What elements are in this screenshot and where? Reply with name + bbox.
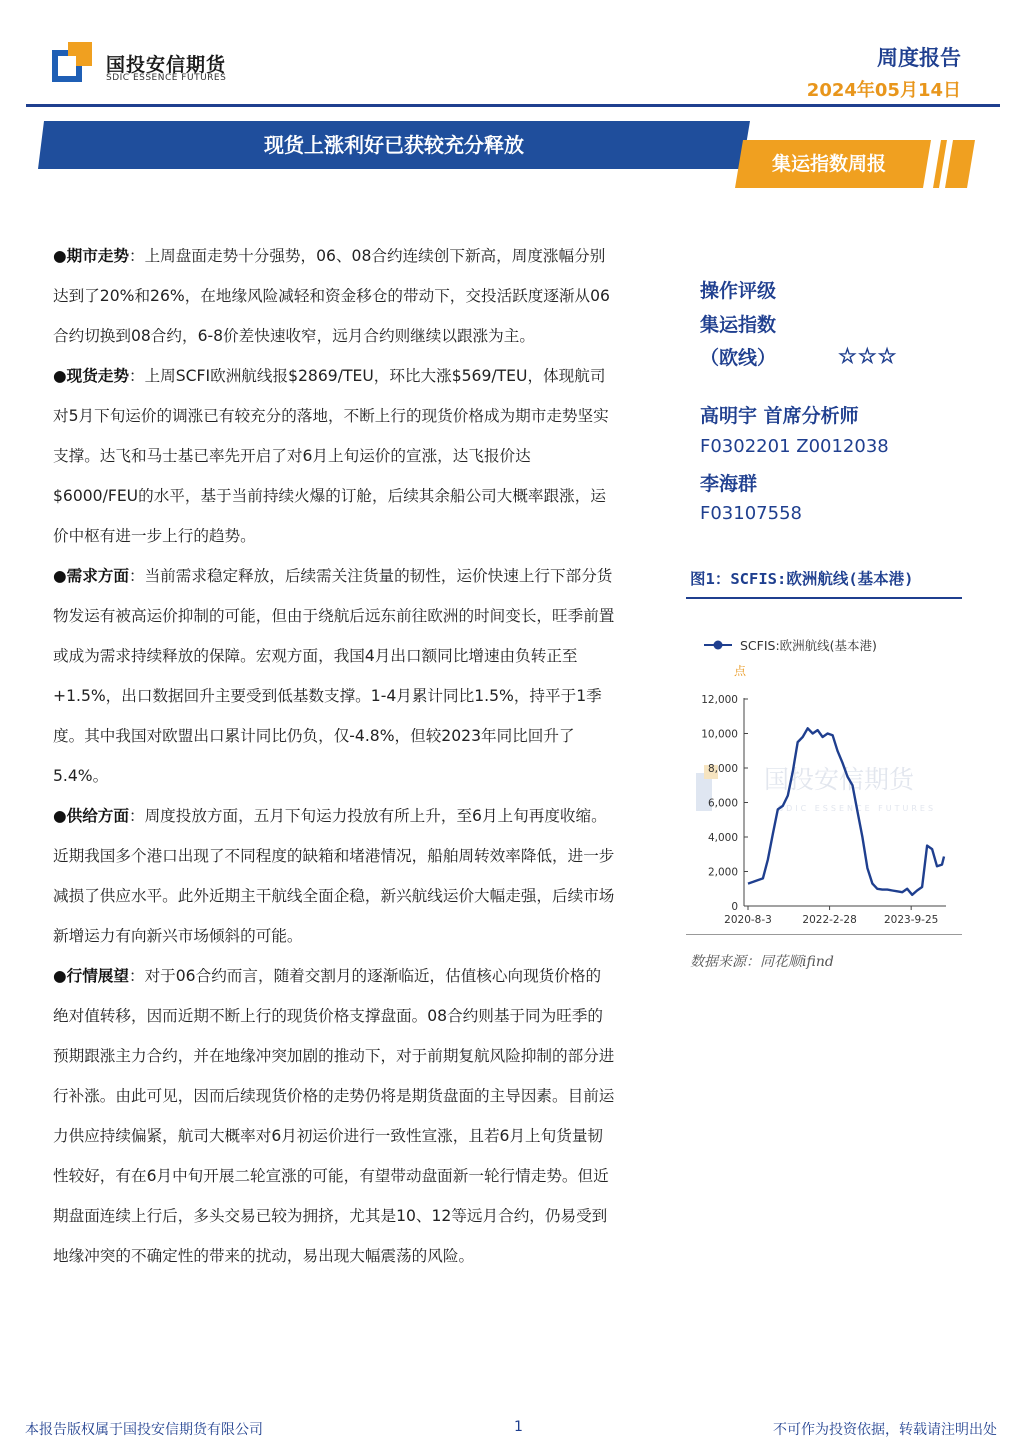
page-number: 1 — [514, 1419, 523, 1435]
section-lead: ●期市走势 — [53, 247, 129, 265]
footer-copyright: 本报告版权属于国投安信期货有限公司 — [25, 1422, 263, 1438]
section-demand — [53, 556, 615, 796]
y-tick-label: 2,000 — [707, 866, 738, 879]
y-tick-label: 10,000 — [701, 728, 738, 741]
section-spot-trend — [53, 356, 615, 556]
y-tick-label: 6,000 — [707, 797, 738, 810]
x-tick-label: 2023-9-25 — [883, 914, 939, 926]
company-name-cn: 国投安信期货 — [106, 54, 227, 76]
report-date: 2024年05月14日 — [806, 80, 961, 101]
analyst-name: 李海群 — [700, 473, 758, 495]
section-market-trend — [53, 236, 615, 356]
data-source: 数据来源：同花顺ifind — [690, 954, 834, 970]
company-name-en: SDIC ESSENCE FUTURES — [106, 73, 227, 83]
figure-title: 图1：SCFIS:欧洲航线(基本港) — [690, 570, 914, 588]
x-tick-label: 2022-2-28 — [802, 914, 857, 926]
figure-bottom-divider — [686, 934, 962, 935]
unit-label: 点 — [734, 664, 747, 678]
section-lead: ●行情展望 — [53, 967, 129, 985]
section-text: ：对于06合约而言，随着交割月的逐渐临近，估值核心向现货价格的绝对值转移，因而近期不断上行的现货价格支撑盘面。08合约则基于同为旺季的预期跟涨主力合约，并在地缘冲突加剧的推动下，对于前期复航风险抑制的部分进行补涨。由此可见，因而后续现货价格的走势仍将是期货盘面的主导因素。目前运力供应持续偏紧，航司大概率对6月初运价进行一致性宣涨，且若6月上旬货量韧性较好，有在6月中旬开展二轮宣涨的可能，有望带动盘面新一轮行情走势。但近期盘面连续上行后，多头交易已较为拥挤，尤其是10、12等远月合约，仍易受到地缘冲突的不确定性的带来的扰动，易出现大幅震荡的风险。 — [53, 967, 615, 1265]
y-tick-label: 12,000 — [701, 694, 738, 706]
analyst-license: F0302201 Z0012038 — [700, 436, 889, 457]
report-body — [53, 236, 615, 1276]
route-label: （欧线） — [700, 347, 777, 369]
report-subtitle: 集运指数周报 — [771, 153, 886, 175]
section-lead: ●供给方面 — [53, 807, 129, 825]
line-chart — [686, 625, 962, 935]
rating-stars: ☆☆☆ — [838, 343, 898, 368]
index-label: 集运指数 — [700, 314, 777, 336]
y-tick-label: 8,000 — [707, 763, 738, 775]
report-type: 周度报告 — [877, 46, 961, 70]
section-lead: ●现货走势 — [53, 367, 129, 385]
legend-label: SCFIS:欧洲航线(基本港) — [740, 638, 877, 653]
analyst-license: F03107558 — [700, 503, 802, 524]
x-tick-label: 2020-8-3 — [724, 914, 772, 926]
header-divider — [26, 104, 1000, 107]
footer-disclaimer: 不可作为投资依据，转载请注明出处 — [773, 1422, 997, 1438]
watermark-text: SDIC ESSENCE FUTURES — [778, 804, 937, 813]
scfis-chart — [686, 625, 962, 935]
y-tick-label: 0 — [731, 901, 738, 913]
watermark-text: 国投安信期货 — [764, 765, 915, 794]
section-text: ：周度投放方面，五月下旬运力投放有所上升，至6月上旬再度收缩。近期我国多个港口出现了不同程度的缺箱和堵港情况，船舶周转效率降低，进一步减损了供应水平。此外近期主干航线全面企稳，新兴航线运价大幅走强，后续市场新增运力有向新兴市场倾斜的可能。 — [53, 807, 615, 945]
section-text: ：当前需求稳定释放，后续需关注货量的韧性，运价快速上行下部分货物发运有被高运价抑制的可能，但由于绕航后远东前往欧洲的时间变长，旺季前置或成为需求持续释放的保障。宏观方面，我国4月出口额同比增速由负转正至+1.5%，出口数据回升主要受到低基数支撑。1-4月累计同比1.5%，持平于1季度。其中我国对欧盟出口累计同比仍负，仅-4.8%，但较2023年同比回升了5.4%。 — [53, 567, 615, 785]
rating-label: 操作评级 — [700, 280, 777, 302]
section-lead: ●需求方面 — [53, 567, 129, 585]
analyst-name: 高明宇 首席分析师 — [700, 405, 859, 427]
y-tick-label: 4,000 — [707, 832, 738, 844]
figure-divider — [686, 597, 962, 599]
section-text: ：上周盘面走势十分强势，06、08合约连续创下新高，周度涨幅分别达到了20%和26%，在地缘风险减轻和资金移仓的带动下，交投活跃度逐渐从06合约切换到08合约，6-8价差快速收窄，远月合约则继续以跟涨为主。 — [53, 247, 610, 345]
section-text: ：上周SCFI欧洲航线报$2869/TEU，环比大涨$569/TEU，体现航司对5月下旬运价的调涨已有较充分的落地，不断上行的现货价格成为期市走势坚实支撑。达飞和马士基已率先开启了对6月上旬运价的宣涨，达飞报价达$6000/FEU的水平，基于当前持续火爆的订舱，后续其余船公司大概率跟涨，运价中枢有进一步上行的趋势。 — [53, 367, 609, 545]
report-title: 现货上涨利好已获较充分释放 — [264, 133, 524, 157]
section-outlook — [53, 956, 615, 1276]
section-supply — [53, 796, 615, 956]
company-logo-icon — [52, 42, 98, 86]
legend-marker — [714, 641, 723, 650]
